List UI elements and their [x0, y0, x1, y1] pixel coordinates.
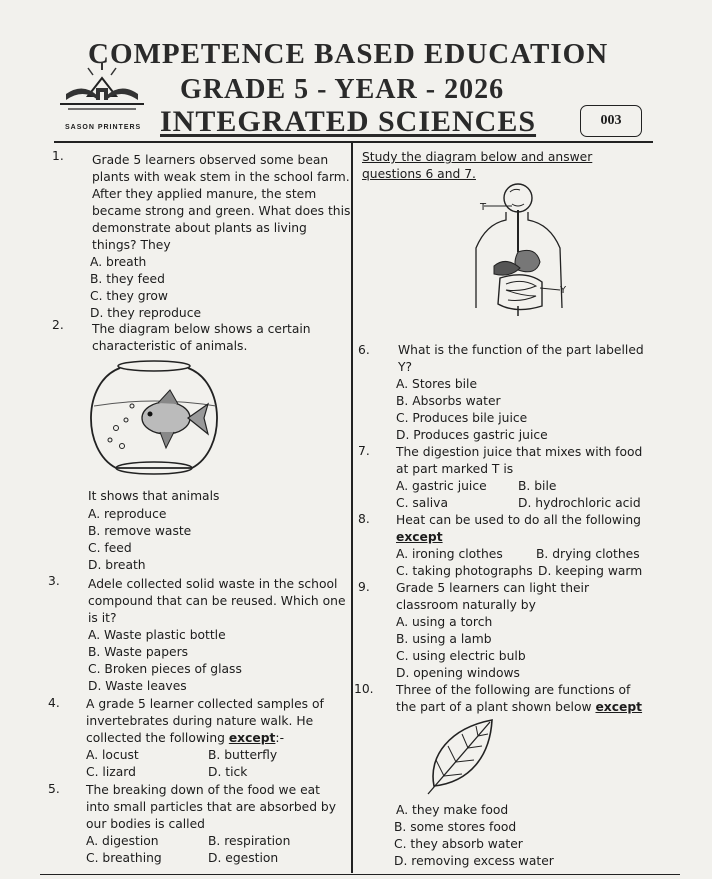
q8-except: except [396, 530, 443, 544]
q10-option: A. they make food [396, 803, 509, 817]
q4-option: C. lizard [86, 765, 136, 779]
q5-option: B. respiration [208, 834, 291, 848]
q10-line: Three of the following are functions of [396, 683, 631, 697]
q8-option: D. keeping warm [538, 564, 643, 578]
printer-name: SASON PRINTERS [65, 124, 142, 131]
leaf-figure [420, 716, 500, 800]
q1-line: things? They [92, 238, 171, 252]
q7-line: at part marked T is [396, 462, 514, 476]
q3-line: is it? [88, 611, 117, 625]
q3-option: B. Waste papers [88, 645, 189, 659]
q1-line: After they applied manure, the stem [92, 187, 317, 201]
q4-number: 4. [48, 696, 60, 710]
q6-option: B. Absorbs water [396, 394, 501, 408]
q10-line2-text: the part of a plant shown below [396, 700, 596, 714]
q5-line: our bodies is called [86, 817, 205, 831]
header-title-line1: COMPETENCE BASED EDUCATION [88, 38, 609, 70]
q3-option: D. Waste leaves [88, 679, 187, 693]
q8-line: Heat can be used to do all the following [396, 513, 641, 527]
header-rule [54, 141, 653, 143]
q2-line: The diagram below shows a certain [92, 322, 311, 336]
q9-number: 9. [358, 580, 370, 594]
q5-line: into small particles that are absorbed by [86, 800, 336, 814]
fish-bowl-figure [80, 360, 230, 484]
q6-line: What is the function of the part labelled [398, 343, 644, 357]
q4-line: A grade 5 learner collected samples of [86, 697, 324, 711]
header-title-line2: GRADE 5 - YEAR - 2026 [180, 74, 505, 105]
q8-option: A. ironing clothes [396, 547, 503, 561]
q1-line: Grade 5 learners observed some bean [92, 153, 329, 167]
q6-option: C. Produces bile juice [396, 411, 528, 425]
q10-option: C. they absorb water [394, 837, 523, 851]
instruction-line: Study the diagram below and answer [362, 150, 593, 164]
q4-line3-text: collected the following [86, 731, 229, 745]
q4-line [86, 730, 284, 747]
q4-line: invertebrates during nature walk. He [86, 714, 314, 728]
school-logo-icon [58, 60, 148, 130]
q7-option: D. hydrochloric acid [518, 496, 641, 510]
paper-code-box: 003 [580, 105, 642, 137]
q8-number: 8. [358, 512, 370, 526]
q8-option: C. taking photographs [396, 564, 533, 578]
q3-option: C. Broken pieces of glass [88, 662, 242, 676]
q1-option: D. they reproduce [90, 306, 202, 320]
q9-option: D. opening windows [396, 666, 520, 680]
q4-except: except [228, 731, 276, 745]
column-divider [351, 143, 353, 873]
q3-line: Adele collected solid waste in the school [88, 577, 338, 591]
q5-option: C. breathing [86, 851, 162, 865]
q2-option: D. breath [88, 558, 146, 572]
q2-option: C. feed [88, 541, 132, 555]
subject-title: INTEGRATED SCIENCES [160, 105, 537, 138]
q3-option: A. Waste plastic bottle [88, 628, 226, 642]
q4-line3-suffix: :- [275, 731, 285, 745]
q9-option: A. using a torch [396, 615, 493, 629]
q10-option: D. removing excess water [394, 854, 554, 868]
q5-option: A. digestion [86, 834, 159, 848]
q5-option: D. egestion [208, 851, 279, 865]
q8-option: B. drying clothes [536, 547, 640, 561]
q1-option: C. they grow [90, 289, 168, 303]
q7-option: C. saliva [396, 496, 448, 510]
q1-number: 1. [52, 149, 64, 163]
q3-number: 3. [48, 574, 60, 588]
footer-rule [40, 874, 680, 875]
q9-line: classroom naturally by [396, 598, 536, 612]
q10-number: 10. [354, 682, 374, 696]
q1-option: A. breath [90, 255, 147, 269]
q1-line: plants with weak stem in the school farm. [92, 170, 350, 184]
q6-number: 6. [358, 343, 370, 357]
q6-line: Y? [398, 360, 413, 374]
q7-option: B. bile [518, 479, 557, 493]
q7-number: 7. [358, 444, 370, 458]
q10-line [396, 699, 642, 716]
q3-line: compound that can be reused. Which one [88, 594, 346, 608]
q1-line: became strong and green. What does this [92, 204, 351, 218]
q5-number: 5. [48, 782, 60, 796]
q2-option: B. remove waste [88, 524, 192, 538]
q2-after: It shows that animals [88, 489, 220, 503]
q6-option: A. Stores bile [396, 377, 478, 391]
q2-option: A. reproduce [88, 507, 167, 521]
q1-option: B. they feed [90, 272, 165, 286]
diagram-label-y: Y [560, 285, 567, 296]
q2-number: 2. [52, 318, 64, 332]
q10-except: except [595, 700, 643, 714]
q9-line: Grade 5 learners can light their [396, 581, 590, 595]
q10-option: B. some stores food [394, 820, 517, 834]
q4-option: A. locust [86, 748, 139, 762]
q1-line: demonstrate about plants as living [92, 221, 307, 235]
q4-option: D. tick [208, 765, 248, 779]
q5-line: The breaking down of the food we eat [86, 783, 321, 797]
q7-option: A. gastric juice [396, 479, 487, 493]
q6-option: D. Produces gastric juice [396, 428, 548, 442]
q7-line: The digestion juice that mixes with food [396, 445, 643, 459]
diagram-label-t: T [480, 202, 487, 213]
instruction-line: questions 6 and 7. [362, 167, 476, 181]
q2-line: characteristic of animals. [92, 339, 248, 353]
q9-option: B. using a lamb [396, 632, 492, 646]
q9-option: C. using electric bulb [396, 649, 526, 663]
q4-option: B. butterfly [208, 748, 278, 762]
